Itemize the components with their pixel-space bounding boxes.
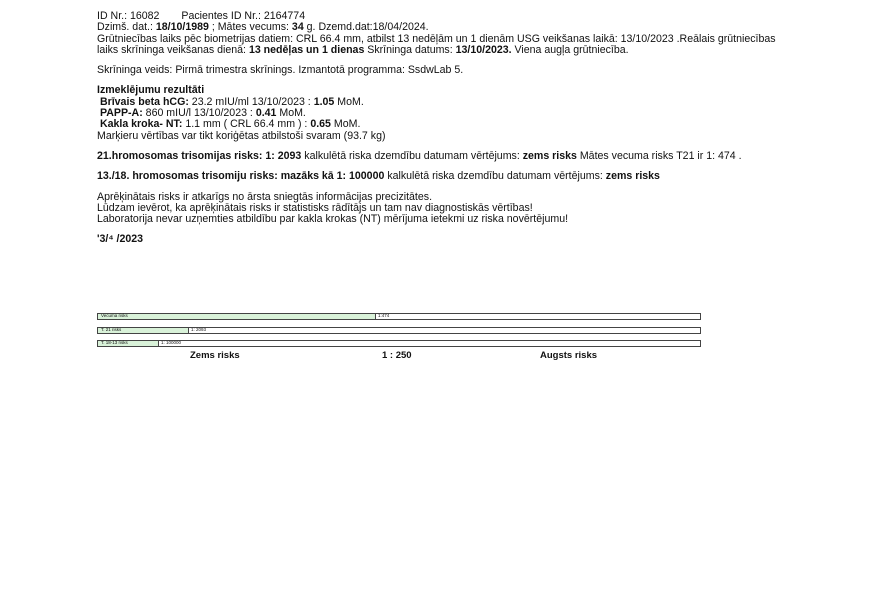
birth-line: Dzimš. dat.: 18/10/1989 ; Mātes vecums: 34 g. Dzemd.dat:18/04/2024. [97, 21, 429, 34]
disclaimer-line-3: Laboratorija nevar uzņemties atbildību par kakla krokas (NT) mērījuma ietekmi uz riska novērtējumu! [97, 213, 569, 226]
results-title: Izmeklējumu rezultāti [97, 84, 205, 97]
mother-age: 34 [291, 21, 304, 34]
risk-bar-value: 1: 2093 [191, 327, 207, 332]
screening-type: Skrīninga veids: Pirmā trimestra skrīnings. Izmantotā programma: SsdwLab 5. [97, 64, 464, 77]
risk-1318-line: 13./18. hromosomas trisomiju risks: mazāks kā 1: 100000 kalkulētā riska dzemdību datumam vērtējums: zems risks [97, 170, 660, 183]
hcg-row: Brīvais beta hCG: 23.2 mIU/ml 13/10/2023 : 1.05 MoM. [99, 95, 364, 108]
patient-id: Pacientes ID Nr.: 2164774 [181, 10, 306, 22]
risk-bar-t21 [97, 327, 701, 334]
risk-bar-label: Vecuma risks [101, 313, 128, 318]
report-document [97, 11, 797, 246]
gestation-paragraph: Grūtniecības laiks pēc biometrijas datiem: CRL 66.4 mm, atbilst 13 nedēļām un 1 dienām USG veikšanas laikā: 13/10/2023 .Reālais grūtniecības laiks skrīninga veikšanas dienā: 13 nedēļas un 1 dienas Skrīninga datums: 13/10/2023. Viena augļa grūtniecība. [97, 32, 776, 56]
id-number: ID Nr.: 16082 [97, 10, 160, 22]
nt-row: Kakla kroka- NT: 1.1 mm ( CRL 66.4 mm ) : 0.65 MoM. [99, 118, 361, 131]
disclaimer-line-1: Aprēķinātais risks ir atkarīgs no ārsta sniegtās informācijas precizitātes. [97, 190, 433, 203]
scale-low-label: Zems risks [190, 350, 240, 361]
risk-bar-t1813 [97, 340, 701, 347]
report-date: '3/⁴ /2023 [97, 233, 144, 246]
risk-bar-value: 1: 100000 [161, 340, 182, 345]
birth-date: 18/10/1989 [155, 21, 209, 34]
scale-mid-label: 1 : 250 [382, 350, 412, 361]
scale-high-label: Augsts risks [540, 350, 598, 361]
risk-21-line: 21.hromosomas trisomijas risks: 1: 2093 kalkulētā riska dzemdību datumam vērtējums: zems risks Mātes vecuma risks T21 ir 1: 474 . [97, 149, 742, 162]
risk-bar-label: T. 18-13 risks [101, 340, 128, 345]
disclaimer-line-2: Lūdzam ievērot, ka aprēķinātais risks ir statistisks rādītājs un tam nav diagnostiskās vērtības! [97, 201, 533, 214]
weight-note: Marķieru vērtības var tikt koriģētas atbilstoši svaram (93.7 kg) [97, 129, 386, 142]
risk-bar-value: 1:474 [378, 313, 390, 318]
risk-bar-age [97, 313, 701, 320]
risk-bar-label: T. 21 risks [101, 327, 122, 332]
papp-row: PAPP-A: 860 mIU/l 13/10/2023 : 0.41 MoM. [99, 107, 306, 120]
risk-bar-fill [98, 314, 376, 319]
